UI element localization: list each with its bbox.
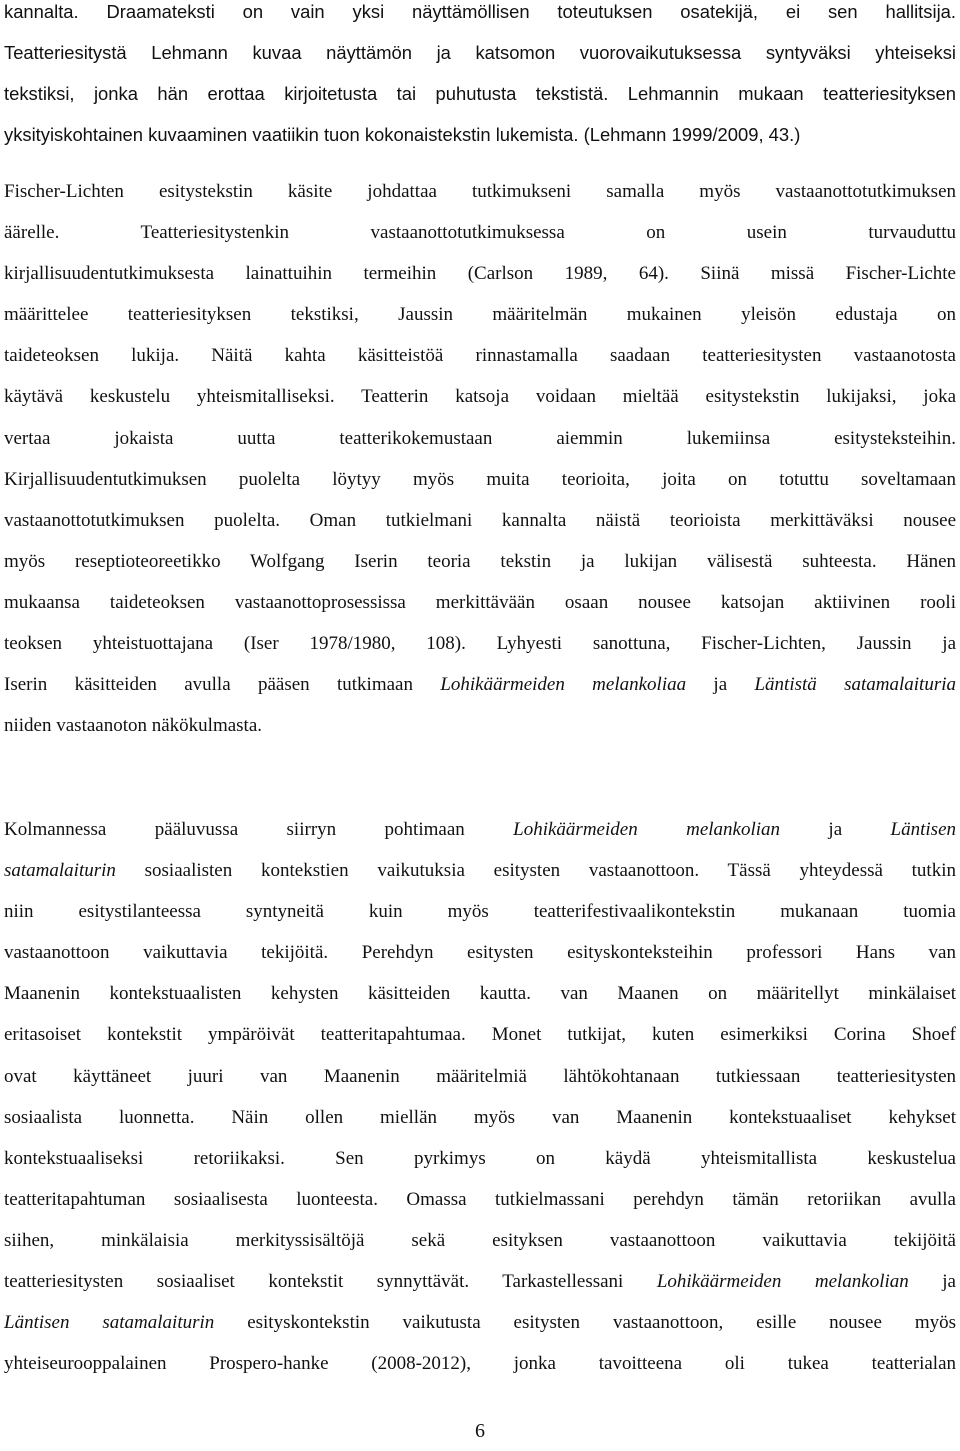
work-title: Lohikäärmeiden melankolian [513, 819, 781, 840]
text-line: Iserin käsitteiden avulla pääsen tutkimaan Lohikäärmeiden melankoliaa ja Läntistä satamalaituria [4, 674, 957, 696]
text-line: Kirjallisuudentutkimuksen puolelta löytyy myös muita teorioita, joita on totuttu soveltamaan [4, 468, 956, 490]
text-line: vastaanottotutkimuksen puolelta. Oman tutkielmani kannalta näistä teorioista merkittäväksi nousee [4, 509, 956, 531]
text-line: eritasoiset kontekstit ympäröivät teatteritapahtumaa. Monet tutkijat, kuten esimerkiksi Corina Shoef [4, 1024, 956, 1046]
text-line: niin esitystilanteessa syntyneitä kuin myös teatterifestivaalikontekstin mukanaan tuomia [4, 901, 956, 923]
paragraph-1 [4, 0, 956, 155]
text-line: määrittelee teatteriesityksen tekstiksi, Jaussin määritelmän mukainen yleisön edustaja on [4, 304, 956, 326]
text-line: äärelle. Teatteriesitystenkin vastaanottotutkimuksessa on usein turvauduttu [4, 222, 956, 244]
text-line: teoksen yhteistuottajana (Iser 1978/1980, 108). Lyhyesti sanottuna, Fischer-Lichten, Jaussin ja [4, 633, 956, 655]
text-line: siihen, minkälaisia merkityssisältöjä sekä esityksen vastaanottoon vaikuttavia tekijöitä [4, 1229, 956, 1251]
text-line: yhteiseurooppalainen Prospero-hanke (2008-2012), jonka tavoitteena oli tukea teatterialan [4, 1353, 956, 1375]
text-line: ovat käyttäneet juuri van Maanenin määritelmiä lähtökohtanaan tutkiessaan teatteriesitysten [4, 1065, 956, 1087]
text-line: kontekstuaaliseksi retoriikaksi. Sen pyrkimys on käydä yhteismitallista keskustelua [4, 1147, 956, 1169]
text-line: yksityiskohtainen kuvaaminen vaatiikin tuon kokonaistekstin lukemista. (Lehmann 1999/2009, 43.) [4, 124, 801, 146]
text-line: Teatteriesitystä Lehmann kuvaa näyttämön ja katsomon vuorovaikutuksessa syntyväksi yhteiseksi [4, 42, 956, 64]
text-line: vastaanottoon vaikuttavia tekijöitä. Perehdyn esitysten esityskonteksteihin professori Hans van [4, 942, 956, 964]
text-line: Fischer-Lichten esitystekstin käsite johdattaa tutkimukseni samalla myös vastaanottotutkimuksen [4, 181, 956, 202]
text-line: taideteoksen lukija. Näitä kahta käsitteistöä rinnastamalla saadaan teatteriesitysten vastaanotosta [4, 345, 956, 367]
page-number: 6 [475, 1420, 485, 1442]
text-line: myös reseptioteoreetikko Wolfgang Iserin teoria tekstin ja lukijan välisestä suhteesta. Hänen [4, 550, 956, 572]
text-line: mukaansa taideteoksen vastaanottoprosessissa merkittävään osaan nousee katsojan aktiivinen rooli [4, 591, 956, 613]
work-title: Läntistä satamalaituria [754, 674, 957, 696]
text-line: teatteriesitysten sosiaaliset kontekstit synnyttävät. Tarkastellessani Lohikäärmeiden melankolian ja [4, 1271, 956, 1293]
paragraph-3 [4, 809, 956, 1384]
text-line: sosiaalista luonnetta. Näin ollen miellän myös van Maanenin kontekstuaaliset kehykset [4, 1106, 956, 1128]
work-title: satamalaiturin [4, 860, 116, 882]
work-title: Läntisen satamalaiturin [4, 1312, 215, 1334]
work-title: Lohikäärmeiden melankolian [656, 1271, 909, 1293]
text-line: tekstiksi, jonka hän erottaa kirjoitetusta tai puhutusta tekstistä. Lehmannin mukaan teatteriesityksen [4, 83, 956, 105]
work-title: Lohikäärmeiden melankoliaa [440, 674, 687, 696]
paragraph-2 [4, 171, 956, 746]
text-line: satamalaiturin sosiaalisten kontekstien vaikutuksia esitysten vastaanottoon. Tässä yhteydessä tutkin [4, 860, 956, 882]
text-line: vertaa jokaista uutta teatterikokemustaan aiemmin lukemiinsa esitysteksteihin. [4, 427, 956, 449]
text-line: kannalta. Draamateksti on vain yksi näyttämöllisen toteutuksen osatekijä, ei sen hallitsija. [4, 1, 956, 22]
text-line: Kolmannessa pääluvussa siirryn pohtimaan Lohikäärmeiden melankolian ja Läntisen [4, 819, 956, 840]
text-line: teatteritapahtuman sosiaalisesta luonteesta. Omassa tutkielmassani perehdyn tämän retoriikan avulla [4, 1188, 956, 1210]
work-title: Läntisen [890, 819, 956, 840]
text-line: Maanenin kontekstuaalisten kehysten käsitteiden kautta. van Maanen on määritellyt minkälaiset [4, 983, 956, 1005]
text-line: käytävä keskustelu yhteismitalliseksi. Teatterin katsoja voidaan mieltää esitystekstin lukijaksi, joka [4, 386, 956, 408]
text-line: Läntisen satamalaiturin esityskontekstin vaikutusta esitysten vastaanottoon, esille nousee myös [4, 1312, 957, 1334]
text-line: niiden vastaanoton näkökulmasta. [4, 715, 263, 737]
text-line: kirjallisuudentutkimuksesta lainattuihin termeihin (Carlson 1989, 64). Siinä missä Fischer-Lichte [4, 263, 956, 285]
